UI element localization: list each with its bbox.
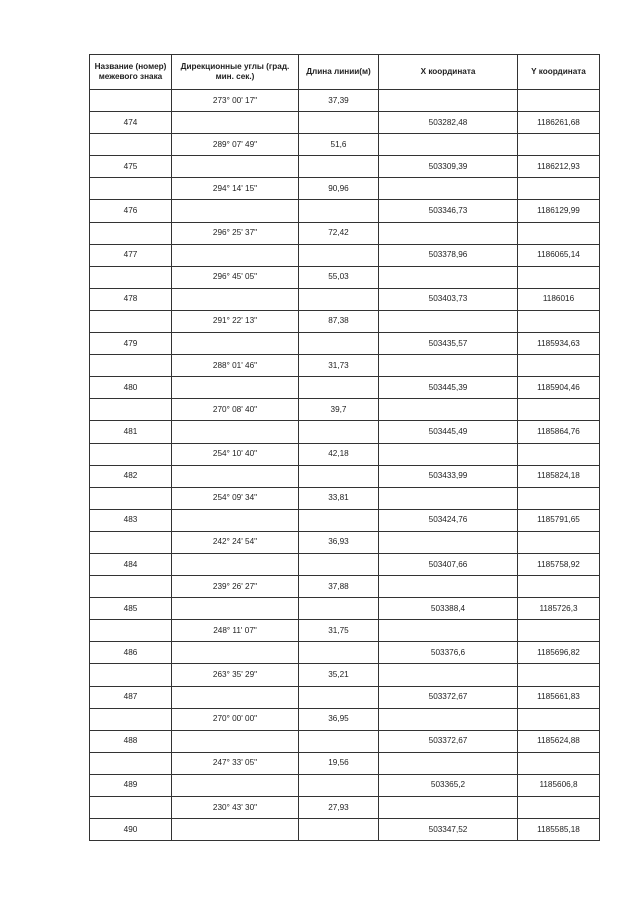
cell-point-name <box>90 90 172 112</box>
cell-y-coordinate: 1186261,68 <box>518 112 600 134</box>
cell-x-coordinate <box>379 576 518 598</box>
cell-y-coordinate: 1186065,14 <box>518 244 600 266</box>
cell-y-coordinate <box>518 443 600 465</box>
cell-y-coordinate: 1185726,3 <box>518 598 600 620</box>
cell-direction-angle: 230° 43' 30" <box>172 797 299 819</box>
table-row <box>90 421 600 443</box>
cell-line-length <box>299 112 379 134</box>
cell-x-coordinate: 503378,96 <box>379 244 518 266</box>
table-row <box>90 708 600 730</box>
header-point-name: Название (номер) межевого знака <box>90 55 172 90</box>
cell-y-coordinate: 1185661,83 <box>518 686 600 708</box>
cell-direction-angle <box>172 465 299 487</box>
cell-line-length: 31,73 <box>299 355 379 377</box>
cell-y-coordinate: 1185606,8 <box>518 774 600 796</box>
cell-direction-angle: 291° 22' 13" <box>172 310 299 332</box>
cell-x-coordinate: 503424,76 <box>379 509 518 531</box>
cell-point-name <box>90 708 172 730</box>
cell-line-length <box>299 288 379 310</box>
table-row <box>90 487 600 509</box>
cell-point-name: 482 <box>90 465 172 487</box>
cell-x-coordinate: 503365,2 <box>379 774 518 796</box>
cell-y-coordinate <box>518 531 600 553</box>
cell-direction-angle <box>172 509 299 531</box>
cell-x-coordinate <box>379 266 518 288</box>
table-row <box>90 465 600 487</box>
table-row <box>90 134 600 156</box>
cell-line-length <box>299 553 379 575</box>
cell-direction-angle: 296° 25' 37" <box>172 222 299 244</box>
cell-point-name <box>90 266 172 288</box>
cell-y-coordinate: 1186016 <box>518 288 600 310</box>
cell-line-length <box>299 642 379 664</box>
cell-y-coordinate <box>518 620 600 642</box>
cell-y-coordinate <box>518 222 600 244</box>
cell-point-name <box>90 797 172 819</box>
cell-direction-angle: 294° 14' 15" <box>172 178 299 200</box>
cell-direction-angle: 296° 45' 05" <box>172 266 299 288</box>
cell-y-coordinate <box>518 399 600 421</box>
table-row <box>90 664 600 686</box>
cell-direction-angle: 242° 24' 54" <box>172 531 299 553</box>
cell-y-coordinate: 1185758,92 <box>518 553 600 575</box>
cell-point-name: 481 <box>90 421 172 443</box>
cell-point-name: 476 <box>90 200 172 222</box>
cell-point-name: 490 <box>90 819 172 841</box>
table-row <box>90 244 600 266</box>
table-row <box>90 399 600 421</box>
cell-y-coordinate <box>518 266 600 288</box>
cell-line-length <box>299 774 379 796</box>
cell-line-length: 90,96 <box>299 178 379 200</box>
cell-direction-angle <box>172 421 299 443</box>
cell-x-coordinate <box>379 708 518 730</box>
cell-direction-angle <box>172 598 299 620</box>
cell-line-length <box>299 509 379 531</box>
cell-direction-angle: 247° 33' 05" <box>172 752 299 774</box>
cell-x-coordinate: 503433,99 <box>379 465 518 487</box>
table-row <box>90 288 600 310</box>
cell-point-name: 475 <box>90 156 172 178</box>
cell-direction-angle <box>172 819 299 841</box>
cell-direction-angle <box>172 686 299 708</box>
table-row <box>90 377 600 399</box>
cell-x-coordinate <box>379 531 518 553</box>
cell-line-length <box>299 730 379 752</box>
cell-direction-angle <box>172 333 299 355</box>
cell-point-name: 485 <box>90 598 172 620</box>
cell-y-coordinate: 1185904,46 <box>518 377 600 399</box>
cell-direction-angle <box>172 377 299 399</box>
cell-y-coordinate <box>518 487 600 509</box>
cell-line-length <box>299 819 379 841</box>
cell-point-name: 489 <box>90 774 172 796</box>
cell-point-name <box>90 178 172 200</box>
cell-line-length: 37,39 <box>299 90 379 112</box>
table-row <box>90 819 600 841</box>
cell-line-length: 36,93 <box>299 531 379 553</box>
table-row <box>90 730 600 752</box>
cell-y-coordinate: 1185585,18 <box>518 819 600 841</box>
cell-y-coordinate <box>518 178 600 200</box>
cell-x-coordinate <box>379 355 518 377</box>
cell-x-coordinate <box>379 399 518 421</box>
table-row <box>90 531 600 553</box>
cell-point-name <box>90 222 172 244</box>
cell-x-coordinate: 503372,67 <box>379 686 518 708</box>
cell-line-length <box>299 156 379 178</box>
cell-x-coordinate <box>379 664 518 686</box>
cell-point-name: 484 <box>90 553 172 575</box>
header-direction-angle: Дирекционные углы (град. мин. сек.) <box>172 55 299 90</box>
cell-y-coordinate <box>518 576 600 598</box>
cell-direction-angle: 239° 26' 27" <box>172 576 299 598</box>
cell-point-name: 480 <box>90 377 172 399</box>
cell-x-coordinate <box>379 178 518 200</box>
cell-y-coordinate <box>518 708 600 730</box>
table-row <box>90 310 600 332</box>
cell-point-name: 479 <box>90 333 172 355</box>
cell-direction-angle <box>172 200 299 222</box>
table-row <box>90 553 600 575</box>
table-row <box>90 642 600 664</box>
cell-direction-angle: 270° 00' 00" <box>172 708 299 730</box>
table-row <box>90 509 600 531</box>
cell-point-name <box>90 399 172 421</box>
cell-line-length: 37,88 <box>299 576 379 598</box>
cell-y-coordinate: 1186212,93 <box>518 156 600 178</box>
cell-line-length <box>299 244 379 266</box>
cell-x-coordinate: 503403,73 <box>379 288 518 310</box>
cell-line-length <box>299 377 379 399</box>
cell-line-length <box>299 465 379 487</box>
cell-y-coordinate <box>518 134 600 156</box>
cell-y-coordinate <box>518 355 600 377</box>
table-row <box>90 598 600 620</box>
cell-line-length: 39,7 <box>299 399 379 421</box>
cell-x-coordinate <box>379 222 518 244</box>
cell-x-coordinate <box>379 90 518 112</box>
cell-line-length: 87,38 <box>299 310 379 332</box>
cell-y-coordinate: 1185934,63 <box>518 333 600 355</box>
table-row <box>90 200 600 222</box>
table-row <box>90 90 600 112</box>
cell-point-name: 488 <box>90 730 172 752</box>
table-row <box>90 774 600 796</box>
cell-direction-angle: 270° 08' 40" <box>172 399 299 421</box>
cell-point-name <box>90 752 172 774</box>
table-row <box>90 178 600 200</box>
cell-x-coordinate: 503282,48 <box>379 112 518 134</box>
table-row <box>90 266 600 288</box>
header-y-coordinate: Y координата <box>518 55 600 90</box>
cell-point-name: 477 <box>90 244 172 266</box>
cell-x-coordinate <box>379 310 518 332</box>
cell-direction-angle: 289° 07' 49" <box>172 134 299 156</box>
cell-line-length: 33,81 <box>299 487 379 509</box>
boundary-points-table <box>89 54 600 841</box>
cell-x-coordinate: 503347,52 <box>379 819 518 841</box>
cell-point-name <box>90 310 172 332</box>
cell-direction-angle <box>172 553 299 575</box>
header-line-length: Длина линии(м) <box>299 55 379 90</box>
cell-point-name <box>90 620 172 642</box>
cell-x-coordinate <box>379 752 518 774</box>
cell-x-coordinate <box>379 487 518 509</box>
cell-y-coordinate <box>518 797 600 819</box>
cell-y-coordinate: 1185696,82 <box>518 642 600 664</box>
cell-y-coordinate: 1185824,18 <box>518 465 600 487</box>
table-row <box>90 686 600 708</box>
cell-x-coordinate: 503346,73 <box>379 200 518 222</box>
cell-direction-angle: 254° 10' 40" <box>172 443 299 465</box>
cell-x-coordinate <box>379 134 518 156</box>
cell-point-name <box>90 487 172 509</box>
table-row <box>90 797 600 819</box>
cell-point-name <box>90 134 172 156</box>
cell-direction-angle <box>172 288 299 310</box>
table-row <box>90 333 600 355</box>
cell-line-length: 31,75 <box>299 620 379 642</box>
cell-point-name: 486 <box>90 642 172 664</box>
cell-point-name <box>90 355 172 377</box>
cell-line-length: 35,21 <box>299 664 379 686</box>
cell-x-coordinate: 503445,49 <box>379 421 518 443</box>
table-row <box>90 443 600 465</box>
cell-direction-angle <box>172 156 299 178</box>
cell-point-name: 483 <box>90 509 172 531</box>
cell-direction-angle: 263° 35' 29" <box>172 664 299 686</box>
cell-x-coordinate: 503372,67 <box>379 730 518 752</box>
cell-point-name: 478 <box>90 288 172 310</box>
table-row <box>90 620 600 642</box>
cell-line-length: 51,6 <box>299 134 379 156</box>
cell-line-length: 72,42 <box>299 222 379 244</box>
cell-line-length: 36,95 <box>299 708 379 730</box>
cell-y-coordinate <box>518 664 600 686</box>
cell-line-length: 27,93 <box>299 797 379 819</box>
cell-y-coordinate: 1185791,65 <box>518 509 600 531</box>
table-row <box>90 112 600 134</box>
table-row <box>90 156 600 178</box>
cell-line-length: 55,03 <box>299 266 379 288</box>
cell-y-coordinate: 1185624,88 <box>518 730 600 752</box>
cell-point-name <box>90 531 172 553</box>
cell-y-coordinate: 1186129,99 <box>518 200 600 222</box>
cell-x-coordinate <box>379 443 518 465</box>
cell-x-coordinate: 503407,66 <box>379 553 518 575</box>
cell-direction-angle: 273° 00' 17" <box>172 90 299 112</box>
cell-direction-angle <box>172 244 299 266</box>
table-row <box>90 222 600 244</box>
cell-direction-angle <box>172 642 299 664</box>
cell-point-name <box>90 664 172 686</box>
cell-x-coordinate: 503388,4 <box>379 598 518 620</box>
table-row <box>90 355 600 377</box>
cell-direction-angle <box>172 112 299 134</box>
cell-x-coordinate: 503309,39 <box>379 156 518 178</box>
cell-x-coordinate <box>379 797 518 819</box>
cell-direction-angle: 288° 01' 46" <box>172 355 299 377</box>
cell-y-coordinate <box>518 90 600 112</box>
table-row <box>90 752 600 774</box>
cell-direction-angle <box>172 774 299 796</box>
cell-point-name <box>90 576 172 598</box>
cell-x-coordinate: 503435,57 <box>379 333 518 355</box>
cell-y-coordinate <box>518 310 600 332</box>
cell-x-coordinate: 503445,39 <box>379 377 518 399</box>
cell-line-length <box>299 598 379 620</box>
cell-line-length <box>299 686 379 708</box>
cell-line-length: 19,56 <box>299 752 379 774</box>
cell-direction-angle <box>172 730 299 752</box>
cell-point-name: 474 <box>90 112 172 134</box>
cell-line-length <box>299 333 379 355</box>
cell-point-name: 487 <box>90 686 172 708</box>
cell-direction-angle: 254° 09' 34" <box>172 487 299 509</box>
cell-x-coordinate: 503376,6 <box>379 642 518 664</box>
cell-line-length <box>299 200 379 222</box>
header-x-coordinate: X координата <box>379 55 518 90</box>
cell-line-length <box>299 421 379 443</box>
cell-x-coordinate <box>379 620 518 642</box>
cell-y-coordinate: 1185864,76 <box>518 421 600 443</box>
table-row <box>90 576 600 598</box>
cell-line-length: 42,18 <box>299 443 379 465</box>
cell-y-coordinate <box>518 752 600 774</box>
table-header-row <box>90 55 600 90</box>
cell-direction-angle: 248° 11' 07" <box>172 620 299 642</box>
cell-point-name <box>90 443 172 465</box>
